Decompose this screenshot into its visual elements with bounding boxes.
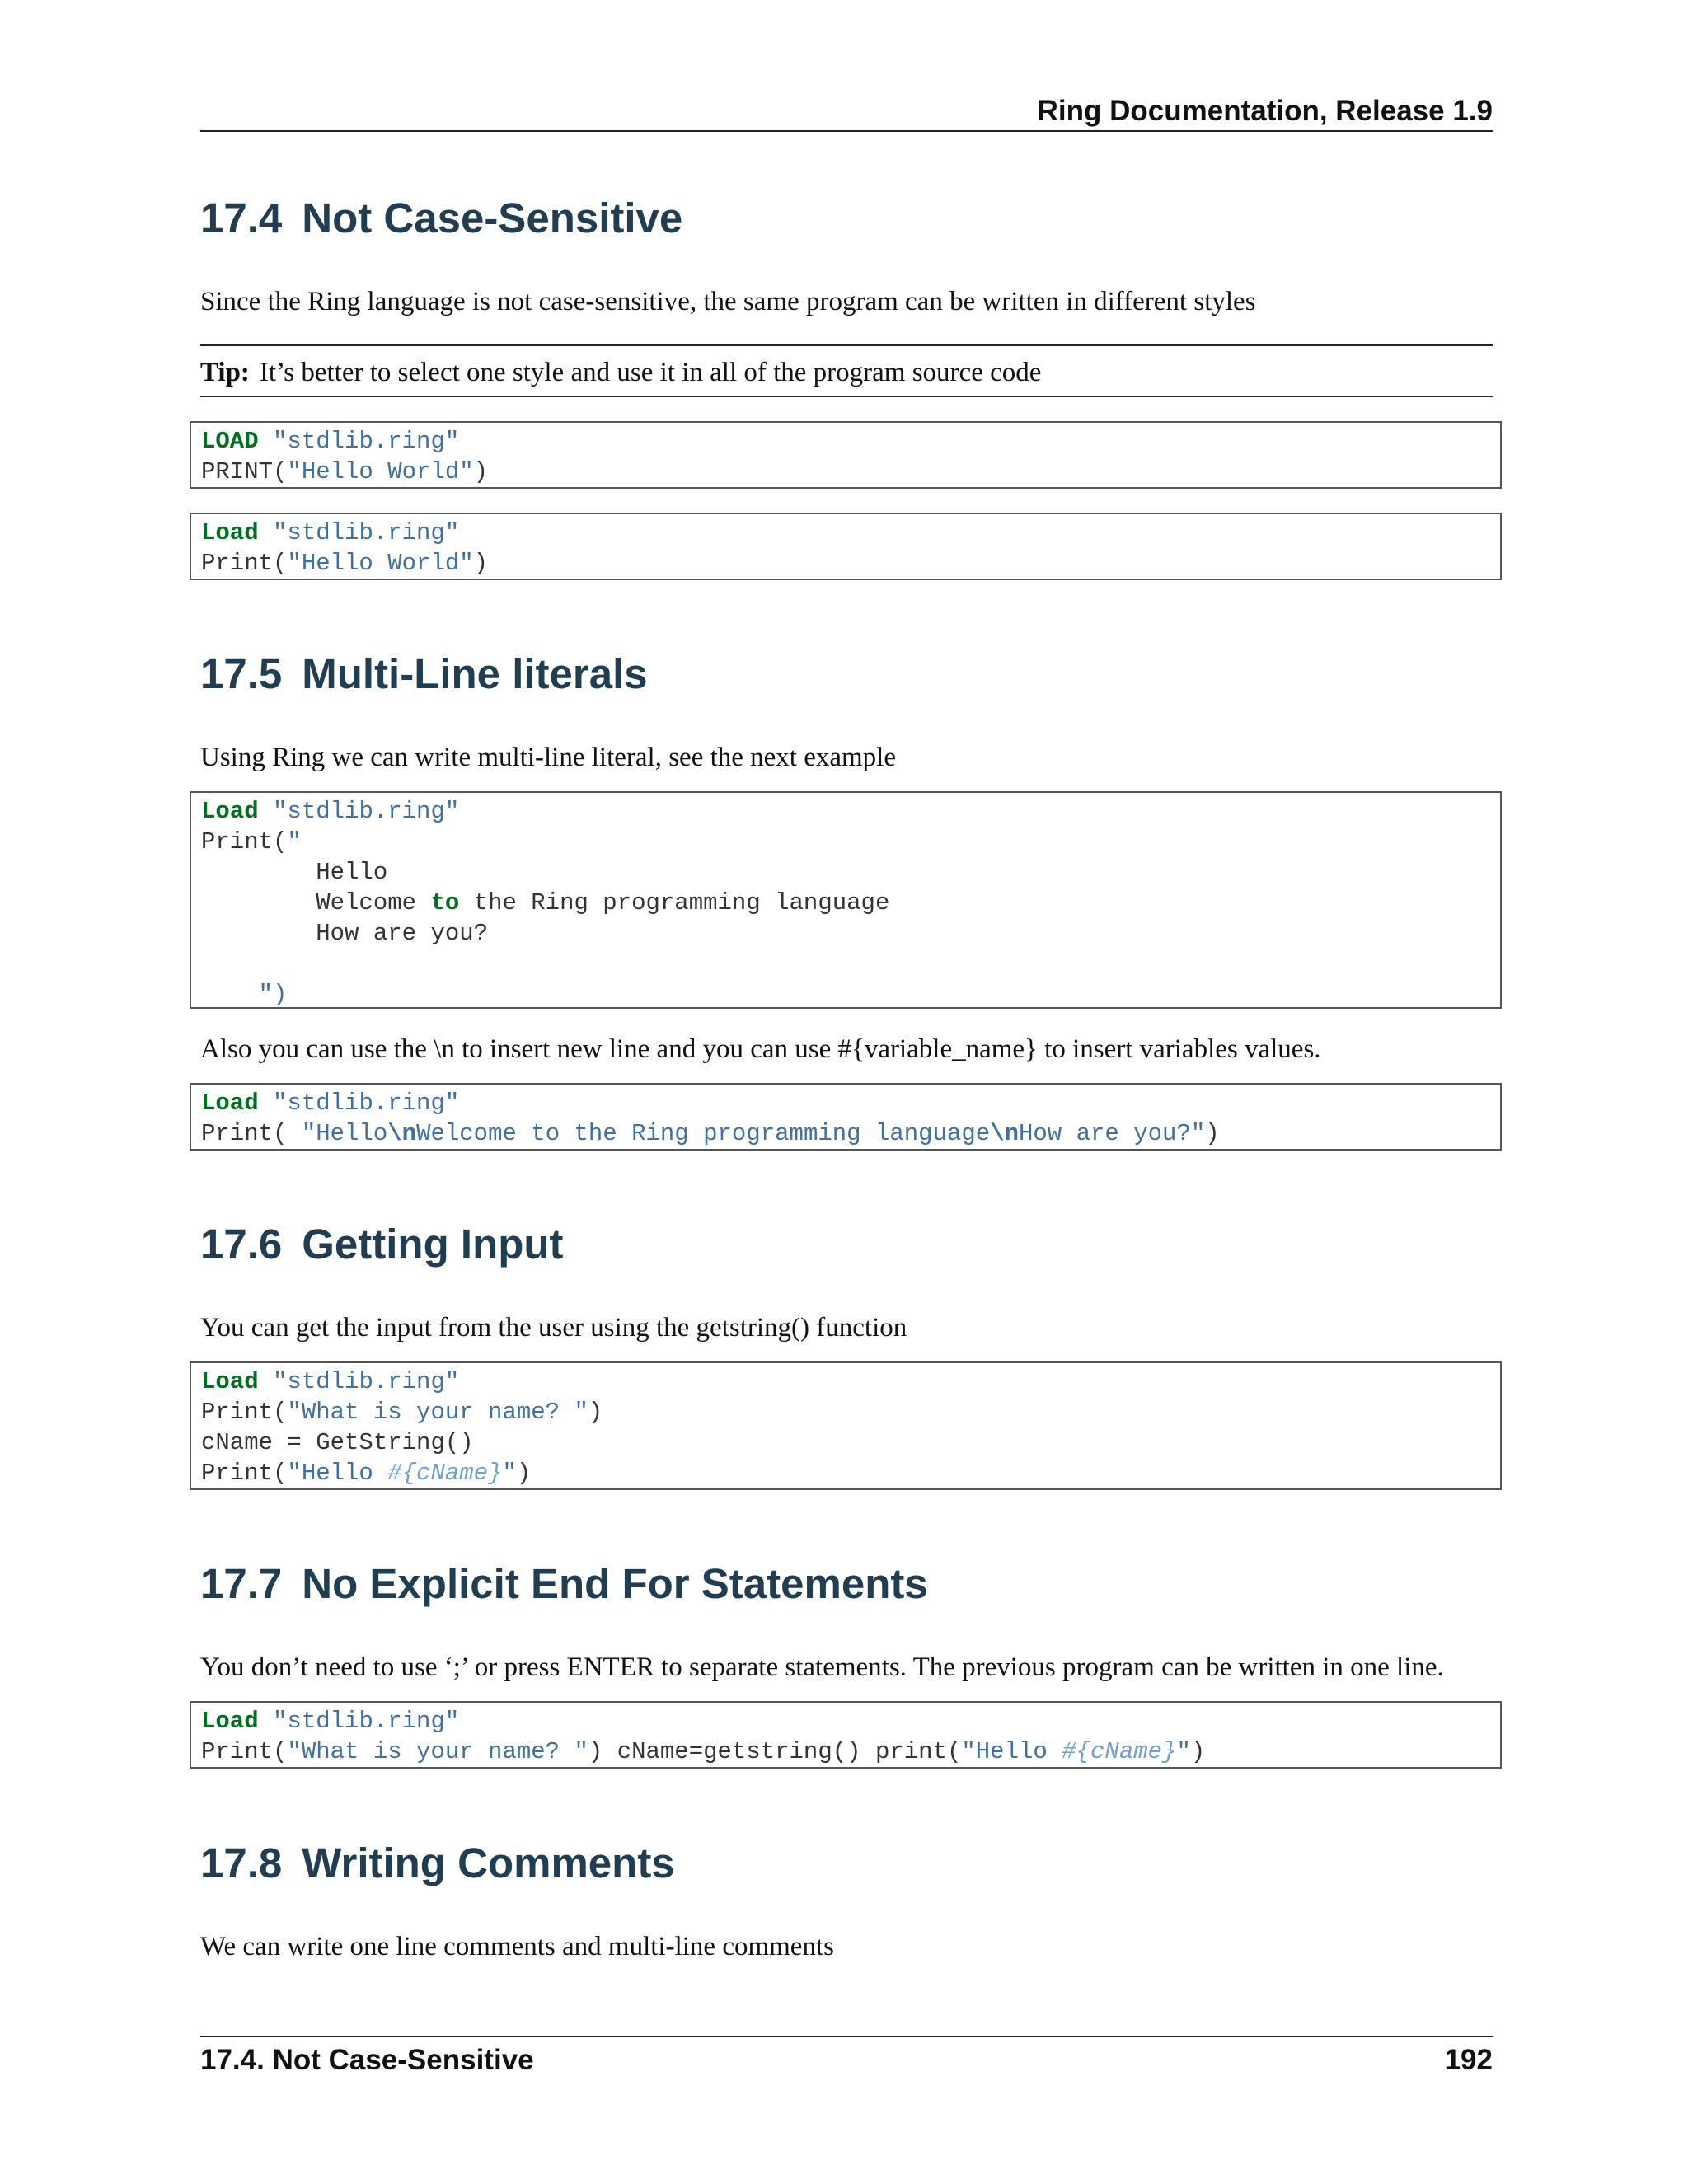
code-string: "stdlib.ring": [273, 519, 460, 546]
paragraph: Using Ring we can write multi-line literal, see the next example: [200, 743, 896, 772]
paragraph: We can write one line comments and multi-line comments: [200, 1932, 834, 1961]
code-string: Welcome to the Ring programming language: [416, 1120, 991, 1147]
code-string: "What is your name? ": [287, 1399, 588, 1426]
code-block: [190, 1361, 1502, 1490]
code-keyword: Load: [201, 519, 259, 546]
code-string: "): [201, 981, 288, 1008]
code-string: "Hello World": [287, 458, 474, 485]
code-text: Print(: [201, 1738, 288, 1765]
footer-section: 17.4. Not Case-Sensitive: [200, 2044, 534, 2076]
section-title: Writing Comments: [302, 1840, 675, 1886]
code-keyword: Load: [201, 1368, 259, 1395]
code-string: ": [287, 828, 302, 855]
code-string: "Hello: [301, 1120, 388, 1147]
code-escape: \n: [990, 1120, 1019, 1147]
code-text: Welcome: [201, 889, 431, 916]
code-string: "Hello: [961, 1738, 1062, 1765]
section-title: Getting Input: [302, 1221, 564, 1268]
section-title: No Explicit End For Statements: [302, 1560, 928, 1607]
section-number: 17.4: [200, 194, 283, 241]
code-keyword: LOAD: [201, 428, 259, 455]
code-keyword: Load: [201, 1090, 259, 1117]
section-number: 17.6: [200, 1221, 283, 1268]
code-text: ) cName=getstring() print(: [588, 1738, 962, 1765]
code-escape: \n: [387, 1120, 417, 1147]
code-text: Print(: [201, 828, 288, 855]
code-block: [190, 513, 1502, 580]
code-text: Print(: [201, 1399, 288, 1426]
paragraph: You don’t need to use ‘;’ or press ENTER to separate statements. The previous program can be written in one line.: [200, 1652, 1444, 1682]
paragraph: You can get the input from the user using the getstring() function: [200, 1313, 907, 1343]
code-text: ): [516, 1460, 532, 1487]
code-block: [190, 791, 1502, 1009]
code-text: ): [473, 550, 489, 577]
code-keyword: Load: [201, 798, 259, 825]
code-text: Print(: [201, 550, 288, 577]
code-block: [190, 1701, 1502, 1769]
code-string: "stdlib.ring": [273, 1090, 460, 1117]
section-heading-17-4: [200, 194, 682, 243]
page-number: 192: [1444, 2044, 1493, 2076]
code-block: [190, 1083, 1502, 1151]
section-heading-17-8: [200, 1839, 675, 1888]
section-heading-17-5: [200, 649, 648, 699]
running-footer: [200, 2036, 1493, 2083]
code-string: ": [1176, 1738, 1191, 1765]
paragraph: Also you can use the \n to insert new line and you can use #{variable_name} to insert variables values.: [200, 1034, 1321, 1064]
section-title: Not Case-Sensitive: [302, 194, 683, 241]
code-string: "Hello: [287, 1460, 388, 1487]
code-text: ): [473, 458, 489, 485]
code-interpolation: #{cName}: [1062, 1738, 1177, 1765]
code-text: Hello: [201, 859, 388, 886]
paragraph: Since the Ring language is not case-sensitive, the same program can be written in different styles: [200, 287, 1256, 316]
code-text: How are you?: [201, 920, 489, 947]
tip-text: It’s better to select one style and use it in all of the program source code: [259, 358, 1042, 387]
code-string: "stdlib.ring": [273, 1708, 460, 1735]
code-text: the Ring programming language: [459, 889, 890, 916]
section-heading-17-7: [200, 1559, 928, 1609]
code-text: ): [1205, 1120, 1220, 1147]
code-string: How are you?": [1019, 1120, 1206, 1147]
code-text: PRINT(: [201, 458, 288, 485]
tip-box: [200, 344, 1493, 397]
code-string: "Hello World": [287, 550, 474, 577]
section-number: 17.7: [200, 1560, 283, 1607]
code-string: "stdlib.ring": [273, 798, 460, 825]
code-string: ": [502, 1460, 517, 1487]
section-heading-17-6: [200, 1220, 564, 1269]
code-keyword: Load: [201, 1708, 259, 1735]
code-string: "stdlib.ring": [273, 428, 460, 455]
section-number: 17.5: [200, 650, 283, 697]
code-text: Print(: [201, 1120, 302, 1147]
code-block: [190, 421, 1502, 489]
running-header: Ring Documentation, Release 1.9: [200, 92, 1493, 132]
code-text: ): [588, 1399, 603, 1426]
code-string: "stdlib.ring": [273, 1368, 460, 1395]
tip-label: Tip:: [200, 358, 250, 387]
section-title: Multi-Line literals: [302, 650, 648, 697]
code-text: ): [1190, 1738, 1206, 1765]
code-text: Print(: [201, 1460, 288, 1487]
section-number: 17.8: [200, 1840, 283, 1886]
code-interpolation: #{cName}: [387, 1460, 503, 1487]
code-text: cName = GetString(): [201, 1429, 474, 1456]
code-string: "What is your name? ": [287, 1738, 588, 1765]
code-keyword: to: [430, 889, 460, 916]
